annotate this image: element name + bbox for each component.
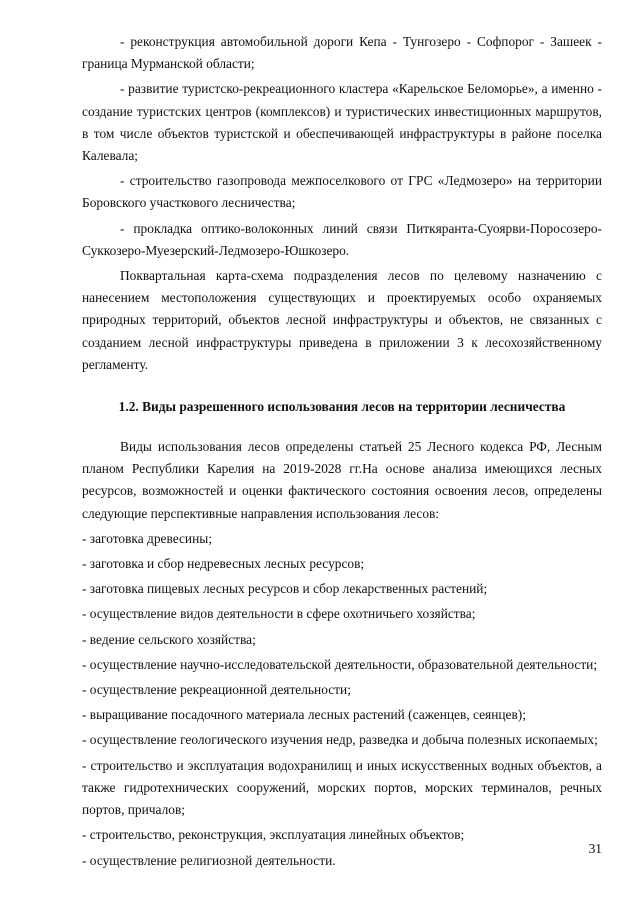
page-number: 31 xyxy=(588,841,602,856)
usage-list xyxy=(82,528,602,872)
usage-paragraph: Виды использования лесов определены статьей 25 Лесного кодекса РФ, Лесным планом Республики Карелия на 2019-2028 гг.На основе анализа имеющихся лесных ресурсов, возможностей и оценки фактического состояния освоения лесов, определены следующие перспективные направления использования лесов: xyxy=(82,439,602,521)
intro-item-road: - реконструкция автомобильной дороги Кепа - Тунгозеро - Софпорог - Зашеек - граница Мурманской области; xyxy=(82,34,602,72)
section-heading: 1.2. Виды разрешенного использования лесов на территории лесничества xyxy=(118,399,566,415)
map-paragraph: Поквартальная карта-схема подразделения лесов по целевому назначению с нанесением местоположения существующих и проектируемых особо охраняемых природных территорий, объектов лесной инфраструктуры и объектов, не связанных с созданием лесной инфраструктуры приведена в приложении 3 к лесохозяйственному регламенту. xyxy=(82,268,602,372)
intro-item-fiber-line: - прокладка оптико-волоконных линий связи Питкяранта-Суоярви-Поросозеро-Суккозеро-Муезерский-Ледмозеро-Юшкозеро. xyxy=(82,220,602,258)
usage-list-item: - строительство, реконструкция, эксплуатация линейных объектов; xyxy=(82,827,465,843)
usage-list-item: - осуществление геологического изучения недр, разведка и добыча полезных ископаемых; xyxy=(82,732,598,748)
usage-list-item: - ведение сельского хозяйства; xyxy=(82,631,256,647)
usage-list-item: - заготовка древесины; xyxy=(82,530,212,546)
page-content xyxy=(82,31,602,875)
intro-item-tourism: - развитие туристско-рекреационного кластера «Карельское Беломорье», а именно - создание туристских центров (комплексов) и туристических инвестиционных маршрутов, в том числе объектов туристской и обеспечивающей инфраструктуры в районе поселка Калевала; xyxy=(82,81,602,164)
usage-list-item: - заготовка пищевых лесных ресурсов и сбор лекарственных растений; xyxy=(82,581,488,597)
usage-list-item: - выращивание посадочного материала лесных растений (саженцев, сеянцев); xyxy=(82,707,526,723)
usage-list-item: - осуществление рекреационной деятельности; xyxy=(82,682,351,698)
usage-list-item: - осуществление научно-исследовательской деятельности, образовательной деятельности; xyxy=(82,656,598,672)
usage-list-item: - строительство и эксплуатация водохранилищ и иных искусственных водных объектов, а также гидротехнических сооружений, морских портов, морских терминалов, речных портов, причалов; xyxy=(82,757,602,818)
usage-list-item: - осуществление религиозной деятельности. xyxy=(82,852,336,868)
usage-list-item: - осуществление видов деятельности в сфере охотничьего хозяйства; xyxy=(82,606,476,622)
usage-list-item: - заготовка и сбор недревесных лесных ресурсов; xyxy=(82,556,365,572)
intro-item-gas-pipeline: - строительство газопровода межпоселкового от ГРС «Ледмозеро» на территории Боровского участкового лесничества; xyxy=(82,173,602,211)
